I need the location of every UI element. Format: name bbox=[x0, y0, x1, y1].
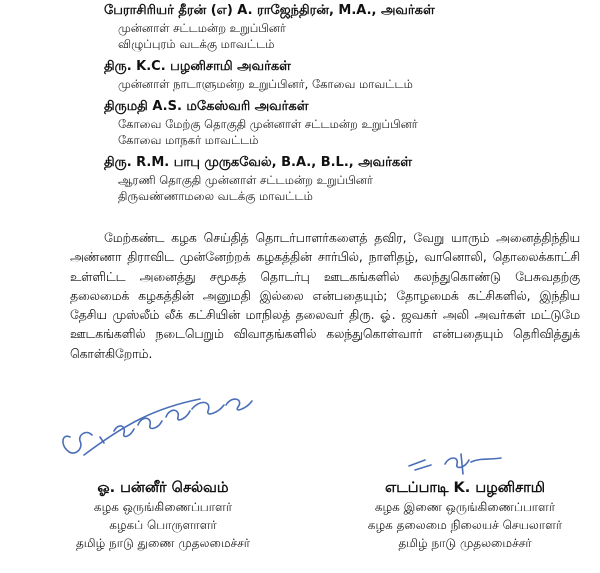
spokesperson-entry bbox=[104, 98, 584, 148]
spokesperson-name: திருமதி A.S. மகேஸ்வரி அவர்கள் bbox=[104, 99, 309, 114]
right-signatory-name: எடப்பாடி K. பழனிசாமி bbox=[384, 480, 546, 496]
spokesperson-detail: முன்னாள் சட்டமன்ற உறுப்பினர் bbox=[118, 21, 286, 35]
spokesperson-entry bbox=[104, 58, 584, 92]
right-signatory-role: கழக இணை ஒருங்கிணைப்பாளர் bbox=[374, 500, 556, 514]
spokesperson-entry bbox=[104, 2, 584, 52]
spokesperson-name: பேராசிரியர் தீரன் (எ) A. ராஜேந்திரன், M.A., அவர்கள் bbox=[104, 3, 435, 18]
left-signatory-role: கழகப் பொருளாளர் bbox=[109, 518, 217, 532]
right-signatory-role: தமிழ் நாடு முதலமைச்சர் bbox=[398, 536, 532, 550]
left-signatory-name: ஓ. பன்னீர் செல்வம் bbox=[97, 480, 229, 496]
spokesperson-detail: விழுப்புரம் வடக்கு மாவட்டம் bbox=[118, 37, 275, 51]
spokesperson-name: திரு. K.C. பழனிசாமி அவர்கள் bbox=[104, 59, 291, 74]
spokesperson-detail: திருவண்ணாமலை வடக்கு மாவட்டம் bbox=[118, 189, 313, 203]
spokesperson-entry bbox=[104, 154, 584, 204]
left-signatory bbox=[38, 478, 288, 552]
announcement-paragraph: மேற்கண்ட கழக செய்தித் தொடர்பாளர்களைத் தவிர, வேறு யாரும் அனைத்திந்திய அண்ணா திராவிட முன்னேற்றக் கழகத்தின் சார்பில், நாளிதழ், வானொலி, தொலைக்காட்சி உள்ளிட்ட அனைத்து சமூகத் தொடர்பு ஊடகங்களில் கலந்துகொண்டு பேசுவதற்கு தலைமைக் கழகத்தின் அனுமதி இல்லை என்பதையும்; தோழமைக் கட்சிகளில், இந்திய தேசிய முஸ்லீம் லீக் கட்சியின் மாநிலத் தலைவர் திரு. ஓ். ஜவகர் அலி அவர்கள் மட்டுமே ஊடகங்களில் நடைபெறும் விவாதங்களில் கலந்துகொள்வார் என்பதையும் தெரிவித்துக் கொள்கிறோம். bbox=[70, 231, 580, 361]
spokesperson-detail: கோவை மாநகர் மாவட்டம் bbox=[118, 133, 259, 147]
right-signatory-role: கழக தலைமை நிலையச் செயலாளர் bbox=[367, 518, 563, 532]
spokesperson-list bbox=[104, 2, 584, 210]
left-signatory-role: கழக ஒருங்கிணைப்பாளர் bbox=[93, 500, 233, 514]
right-signatory bbox=[330, 478, 600, 552]
right-signature bbox=[405, 450, 515, 476]
spokesperson-detail: ஆரணி தொகுதி முன்னாள் சட்டமன்ற உறுப்பினர் bbox=[118, 173, 373, 187]
spokesperson-detail: கோவை மேற்கு தொகுதி முன்னாள் சட்டமன்ற உறுப்பினர் bbox=[118, 117, 418, 131]
spokesperson-name: திரு. R.M. பாபு முருகவேல், B.A., B.L., அவர்கள் bbox=[104, 155, 412, 170]
spokesperson-detail: முன்னாள் நாடாளுமன்ற உறுப்பினர், கோவை மாவட்டம் bbox=[118, 77, 413, 91]
left-signatory-role: தமிழ் நாடு துணை முதலமைச்சர் bbox=[75, 536, 251, 550]
left-signature bbox=[40, 385, 270, 467]
